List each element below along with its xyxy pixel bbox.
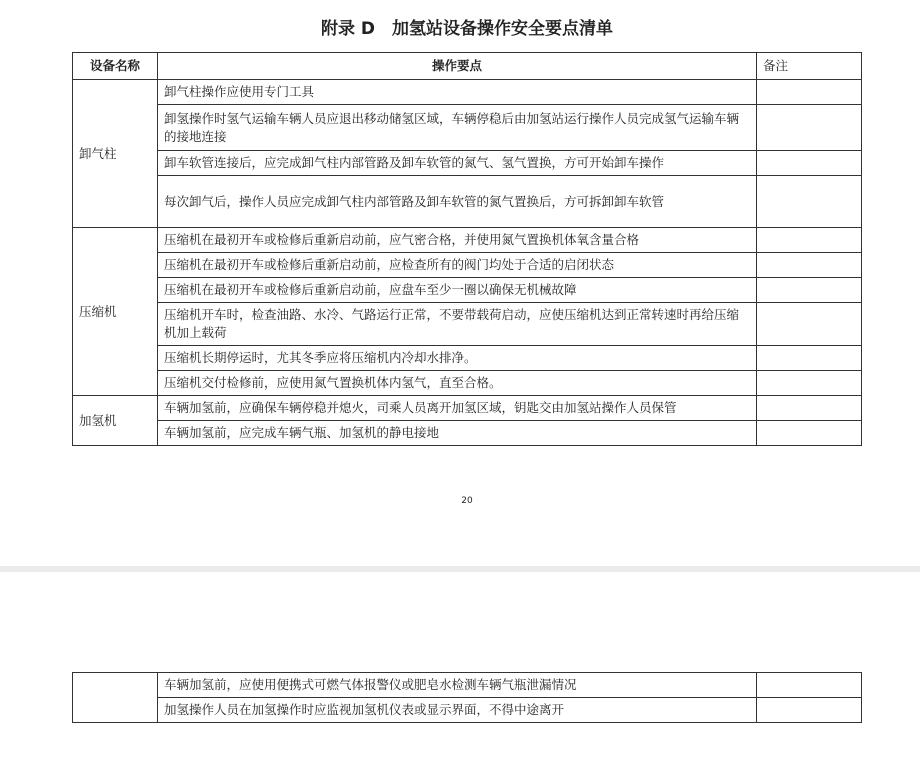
- header-remarks: 备注: [757, 53, 862, 80]
- remark-cell: [757, 673, 862, 698]
- table-row: [73, 278, 862, 303]
- equipment-name: 卸气柱: [73, 80, 158, 228]
- operation-point: 车辆加氢前，应确保车辆停稳并熄火，司乘人员离开加氢区域，钥匙交由加氢站操作人员保管: [158, 396, 757, 421]
- table-row: [73, 698, 862, 723]
- operation-point: 压缩机长期停运时，尤其冬季应将压缩机内冷却水排净。: [158, 346, 757, 371]
- appendix-title: 附录 D 加氢站设备操作安全要点清单: [320, 19, 614, 39]
- table-row: [73, 673, 862, 698]
- table-row: [73, 421, 862, 446]
- operation-point: 压缩机在最初开车或检修后重新启动前，应检查所有的阀门均处于合适的启闭状态: [158, 253, 757, 278]
- equipment-name: 压缩机: [73, 228, 158, 396]
- remark-cell: [757, 396, 862, 421]
- remark-cell: [757, 105, 862, 151]
- table-row: [73, 176, 862, 228]
- remark-cell: [757, 228, 862, 253]
- page-break-divider: [0, 566, 920, 572]
- remark-cell: [757, 253, 862, 278]
- remark-cell: [757, 176, 862, 228]
- operation-point: 车辆加氢前，应使用便携式可燃气体报警仪或肥皂水检测车辆气瓶泄漏情况: [158, 673, 757, 698]
- operation-point: 每次卸气后，操作人员应完成卸气柱内部管路及卸车软管的氮气置换后，方可拆卸卸车软管: [158, 176, 757, 228]
- table-row: [73, 303, 862, 346]
- safety-checklist-table-continued: [72, 672, 862, 723]
- operation-point: 压缩机在最初开车或检修后重新启动前，应盘车至少一圈以确保无机械故障: [158, 278, 757, 303]
- table-row: [73, 346, 862, 371]
- table-header-row: [73, 53, 862, 80]
- table-row: [73, 80, 862, 105]
- operation-point: 车辆加氢前，应完成车辆气瓶、加氢机的静电接地: [158, 421, 757, 446]
- table-row: [73, 396, 862, 421]
- operation-point: 卸氢操作时氢气运输车辆人员应退出移动储氢区域，车辆停稳后由加氢站运行操作人员完成氢气运输车辆的接地连接: [158, 105, 757, 151]
- remark-cell: [757, 698, 862, 723]
- operation-point: 压缩机在最初开车或检修后重新启动前，应气密合格，并使用氮气置换机体氧含量合格: [158, 228, 757, 253]
- remark-cell: [757, 303, 862, 346]
- remark-cell: [757, 151, 862, 176]
- remark-cell: [757, 371, 862, 396]
- operation-point: 压缩机交付检修前，应使用氮气置换机体内氢气，直至合格。: [158, 371, 757, 396]
- table-row: [73, 371, 862, 396]
- operation-point: 卸气柱操作应使用专门工具: [158, 80, 757, 105]
- safety-checklist-table: [72, 52, 862, 446]
- equipment-name: [73, 673, 158, 723]
- remark-cell: [757, 421, 862, 446]
- table-row: [73, 105, 862, 151]
- table-row: [73, 228, 862, 253]
- equipment-name: 加氢机: [73, 396, 158, 446]
- operation-point: 加氢操作人员在加氢操作时应监视加氢机仪表或显示界面，不得中途离开: [158, 698, 757, 723]
- remark-cell: [757, 346, 862, 371]
- page-number: 20: [461, 496, 473, 506]
- operation-point: 卸车软管连接后，应完成卸气柱内部管路及卸车软管的氮气、氢气置换，方可开始卸车操作: [158, 151, 757, 176]
- remark-cell: [757, 278, 862, 303]
- header-operation-points: 操作要点: [158, 53, 757, 80]
- header-equipment: 设备名称: [73, 53, 158, 80]
- table-row: [73, 151, 862, 176]
- table-row: [73, 253, 862, 278]
- operation-point: 压缩机开车时，检查油路、水冷、气路运行正常，不要带载荷启动，应使压缩机达到正常转速时再给压缩机加上载荷: [158, 303, 757, 346]
- remark-cell: [757, 80, 862, 105]
